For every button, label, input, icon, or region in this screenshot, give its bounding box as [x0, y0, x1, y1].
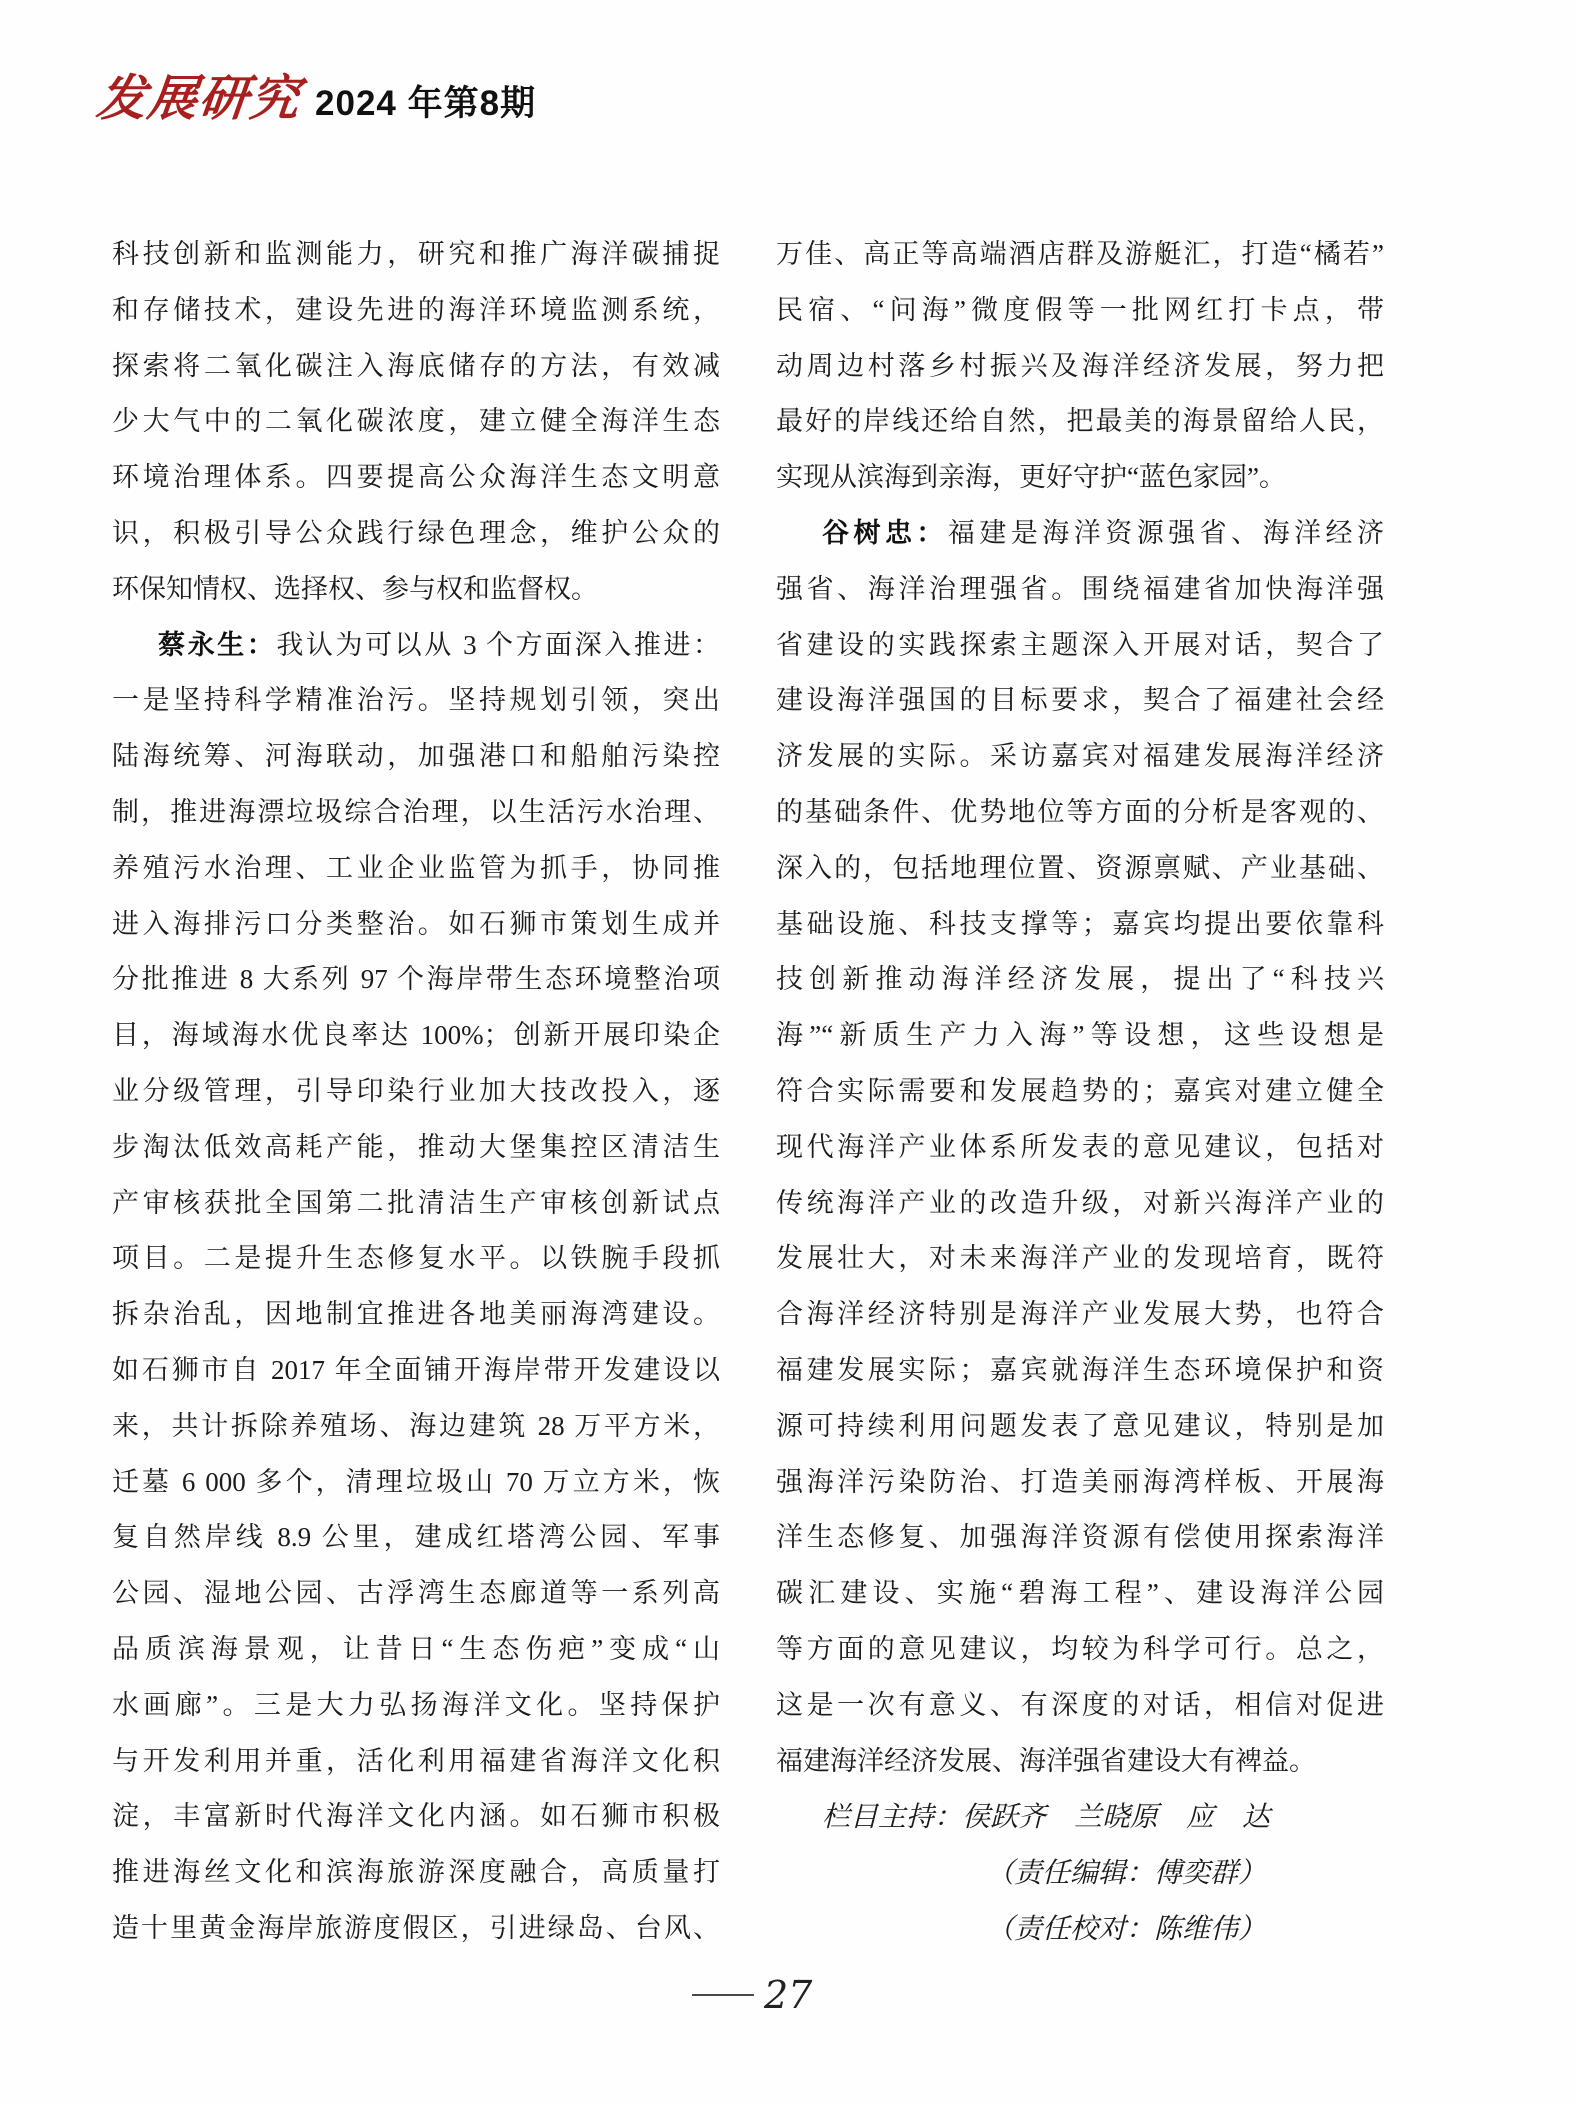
- text-line: 少大气中的二氧化碳浓度，建立健全海洋生态: [112, 406, 720, 437]
- text-line: 进入海排污口分类整治。如石狮市策划生成并: [112, 908, 720, 939]
- text-line: 传统海洋产业的改造升级，对新兴海洋产业的: [776, 1187, 1384, 1218]
- text-line: 造十里黄金海岸旅游度假区，引进绿岛、台风、: [112, 1912, 720, 1943]
- text-line: 品质滨海景观，让昔日“生态伤疤”变成“山: [112, 1633, 720, 1664]
- text-line: 福建海洋经济发展、海洋强省建设大有裨益。: [776, 1745, 1316, 1776]
- text-line: 这是一次有意义、有深度的对话，相信对促进: [776, 1689, 1384, 1720]
- issue-label: 2024 年第8期: [315, 84, 537, 123]
- text-line: 和存储技术，建设先进的海洋环境监测系统，: [112, 294, 720, 325]
- two-column-text: [112, 227, 1384, 1957]
- text-line: 环保知情权、选择权、参与权和监督权。: [112, 573, 598, 604]
- left-column: [112, 227, 720, 1957]
- text-line: 项目。二是提升生态修复水平。以铁腕手段抓: [112, 1243, 720, 1274]
- text-line: 复自然岸线 8.9 公里，建成红塔湾公园、军事: [112, 1522, 720, 1553]
- text-line: 来，共计拆除养殖场、海边建筑 28 万平方米，: [112, 1410, 720, 1441]
- text-line: 陆海统筹、河海联动，加强港口和船舶污染控: [112, 741, 720, 772]
- text-line: 的基础条件、优势地位等方面的分析是客观的、: [776, 796, 1384, 827]
- text-line: 省建设的实践探索主题深入开展对话，契合了: [776, 629, 1384, 660]
- page-number: [692, 1973, 813, 2017]
- text-line: 栏目主持：侯跃齐 兰晓原 应 达: [822, 1800, 1271, 1834]
- text-line: 拆杂治乱，因地制宜推进各地美丽海湾建设。: [112, 1299, 720, 1330]
- right-column: [776, 227, 1384, 1957]
- text-line: （责任编辑：傅奕群）: [985, 1856, 1266, 1890]
- text-line: 识，积极引导公众践行绿色理念，维护公众的: [112, 517, 720, 548]
- text-line: 分批推进 8 大系列 97 个海岸带生态环境整治项: [112, 964, 720, 995]
- text-line: 海”“新质生产力入海”等设想，这些设想是: [776, 1020, 1384, 1051]
- text-line: 源可持续利用问题发表了意见建议，特别是加: [776, 1410, 1384, 1441]
- text-line: 现代海洋产业体系所发表的意见建议，包括对: [776, 1131, 1384, 1162]
- journal-logo: 发展研究: [94, 69, 305, 127]
- text-line: 发展壮大，对未来海洋产业的发现培育，既符: [776, 1243, 1384, 1274]
- text-line: 洋生态修复、加强海洋资源有偿使用探索海洋: [776, 1522, 1384, 1553]
- text-line: 基础设施、科技支撑等；嘉宾均提出要依靠科: [776, 908, 1384, 939]
- text-line: 强省、海洋治理强省。围绕福建省加快海洋强: [776, 573, 1384, 604]
- text-line: 步淘汰低效高耗产能，推动大堡集控区清洁生: [112, 1131, 720, 1162]
- text-line: 建设海洋强国的目标要求，契合了福建社会经: [776, 685, 1384, 716]
- text-line: 济发展的实际。采访嘉宾对福建发展海洋经济: [776, 741, 1384, 772]
- text-line: 探索将二氧化碳注入海底储存的方法，有效减: [112, 350, 720, 381]
- text-line: 目，海域海水优良率达 100%；创新开展印染企: [112, 1020, 720, 1051]
- text-line: 科技创新和监测能力，研究和推广海洋碳捕捉: [112, 239, 720, 269]
- text-line: 福建发展实际；嘉宾就海洋生态环境保护和资: [776, 1354, 1384, 1385]
- text-line: 迁墓 6 000 多个，清理垃圾山 70 万立方米，恢: [112, 1466, 720, 1497]
- speaker-name: 谷树忠：: [822, 517, 948, 548]
- text-line: 最好的岸线还给自然，把最美的海景留给人民，: [776, 406, 1384, 437]
- text-line: 万佳、高正等高端酒店群及游艇汇，打造“橘若”: [776, 239, 1384, 269]
- speaker-name: 蔡永生：: [158, 629, 277, 660]
- text-line: 环境治理体系。四要提高公众海洋生态文明意: [112, 462, 720, 493]
- text-line: 一是坚持科学精准治污。坚持规划引领，突出: [112, 685, 720, 716]
- text-line: 养殖污水治理、工业企业监管为抓手，协同推: [112, 852, 720, 883]
- text-line: 符合实际需要和发展趋势的；嘉宾对建立健全: [776, 1075, 1384, 1106]
- text-line: 深入的，包括地理位置、资源禀赋、产业基础、: [776, 852, 1384, 883]
- text-line: 动周边村落乡村振兴及海洋经济发展，努力把: [776, 350, 1384, 381]
- text-line: 与开发利用并重，活化利用福建省海洋文化积: [112, 1745, 720, 1776]
- text-line: 如石狮市自 2017 年全面铺开海岸带开发建设以: [112, 1354, 720, 1385]
- text-line: 蔡永生：我认为可以从 3 个方面深入推进：: [158, 629, 721, 660]
- text-line: 产审核获批全国第二批清洁生产审核创新试点: [112, 1187, 720, 1218]
- text-line: 碳汇建设、实施“碧海工程”、建设海洋公园: [776, 1578, 1384, 1609]
- page-number-value: 27: [764, 1973, 813, 2017]
- text-line: 等方面的意见建议，均较为科学可行。总之，: [776, 1633, 1384, 1664]
- text-line: 公园、湿地公园、古浮湾生态廊道等一系列高: [112, 1578, 720, 1609]
- text-line: 制，推进海漂垃圾综合治理，以生活污水治理、: [112, 796, 720, 827]
- text-line: 淀，丰富新时代海洋文化内涵。如石狮市积极: [112, 1801, 720, 1832]
- text-line: 合海洋经济特别是海洋产业发展大势，也符合: [776, 1299, 1384, 1330]
- text-line: 水画廊”。三是大力弘扬海洋文化。坚持保护: [112, 1689, 720, 1720]
- text-line: 谷树忠：福建是海洋资源强省、海洋经济: [822, 517, 1385, 548]
- text-line: 实现从滨海到亲海，更好守护“蓝色家园”。: [776, 462, 1286, 493]
- text-line: （责任校对：陈维伟）: [985, 1911, 1266, 1945]
- text-line: 业分级管理，引导印染行业加大技改投入，逐: [112, 1075, 720, 1106]
- text-line: 技创新推动海洋经济发展，提出了“科技兴: [776, 964, 1384, 995]
- page-number-rule: [692, 1994, 754, 1996]
- text-line: 推进海丝文化和滨海旅游深度融合，高质量打: [112, 1857, 720, 1888]
- text-line: 民宿、“问海”微度假等一批网红打卡点，带: [776, 294, 1384, 325]
- text-line: 强海洋污染防治、打造美丽海湾样板、开展海: [776, 1466, 1384, 1497]
- page-header: [94, 69, 537, 127]
